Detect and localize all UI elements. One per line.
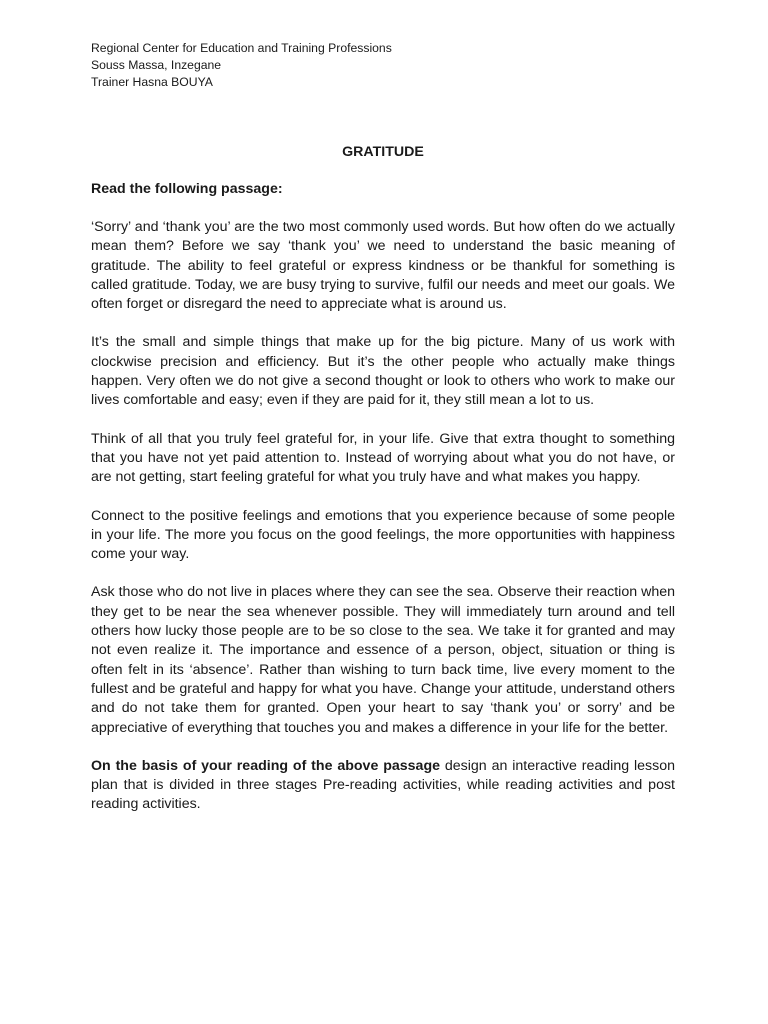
document-header: [91, 40, 675, 91]
task-instruction: [91, 757, 675, 815]
task-text: design an interactive reading lesson plan that is divided in three stages Pre-reading activities, while reading activities and post reading activities.: [91, 757, 675, 813]
institution-name: Regional Center for Education and Training Professions: [91, 41, 392, 55]
document-title: GRATITUDE: [342, 144, 424, 160]
passage-paragraph-2: It’s the small and simple things that make up for the big picture. Many of us work with clockwise precision and efficiency. But it’s the other people who actually make things happen. Very often we do not give a second thought or look to others who work to make our lives comfortable and easy; even if they are paid for it, they still mean a lot to us.: [91, 334, 675, 409]
passage-paragraph-3: Think of all that you truly feel grateful for, in your life. Give that extra thought to something that you have not yet paid attention to. Instead of worrying about what you do not have, or are not getting, start feeling grateful for what you truly have and what makes you happy.: [91, 430, 675, 486]
passage-paragraph-5: Ask those who do not live in places where they can see the sea. Observe their reaction when they get to be near the sea whenever possible. They will immediately turn around and tell others how lucky those people are to be so close to the sea. We take it for granted and may not even realize it. The importance and essence of a person, object, situation or thing is often felt in its ‘absence’. Rather than wishing to turn back time, live every moment to the fullest and be grateful and happy for what you have. Change your attitude, understand others and do not take them for granted. Open your heart to say ‘thank you’ or sorry’ and be appreciative of everything that touches you and makes a difference in your life for the better.: [91, 584, 675, 736]
institution-location: Souss Massa, Inzegane: [91, 58, 222, 72]
reading-instruction: Read the following passage:: [91, 181, 283, 197]
trainer-name: Trainer Hasna BOUYA: [91, 75, 213, 89]
document-page: [91, 40, 675, 815]
task-bold-lead: On the basis of your reading of the above passage: [91, 757, 441, 774]
passage-paragraph-1: ‘Sorry’ and ‘thank you’ are the two most commonly used words. But how often do we actually mean them? Before we say ‘thank you’ we need to understand the basic meaning of gratitude. The ability to feel grateful or express kindness or be thankful for something is called gratitude. Today, we are busy trying to survive, fulfil our needs and meet our goals. We often forget or disregard the need to appreciate what is around us.: [91, 219, 675, 313]
passage-paragraph-4: Connect to the positive feelings and emotions that you experience because of some people in your life. The more you focus on the good feelings, the more opportunities with happiness come your way.: [91, 507, 675, 563]
passage: [91, 218, 675, 738]
